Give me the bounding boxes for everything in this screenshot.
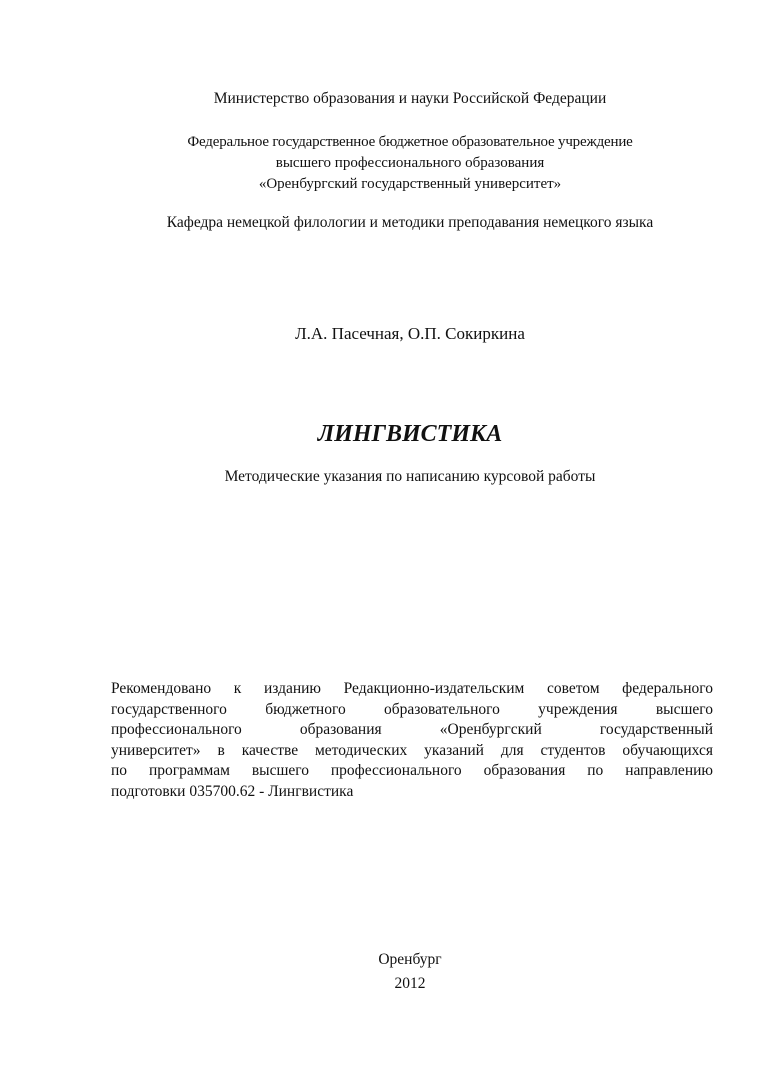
institution-line: Федеральное государственное бюджетное образовательное учреждение [187,134,633,150]
recommendation-line: профессионального образования «Оренбургский государственный [111,721,713,738]
document-title: ЛИНГВИСТИКА [317,421,503,447]
department-line: Кафедра немецкой филологии и методики преподавания немецкого языка [166,214,654,231]
recommendation-line: подготовки 035700.62 - Лингвистика [111,782,354,800]
authors: Л.А. Пасечная, О.П. Сокиркина [295,324,525,343]
recommendation-line: по программам высшего профессионального образования по направлению [111,762,713,779]
ministry-line: Министерство образования и науки Российской Федерации [213,90,607,107]
document-subtitle: Методические указания по написанию курсовой работы [224,468,596,485]
publication-city: Оренбург [378,951,442,968]
institution-line: высшего профессионального образования [275,155,545,171]
recommendation-paragraph [111,679,713,802]
publication-year: 2012 [394,975,426,992]
recommendation-line: Рекомендовано к изданию Редакционно-издательским советом федерального [111,680,713,697]
recommendation-line: государственного бюджетного образовательного учреждения высшего [111,700,713,718]
university-name: «Оренбургский государственный университет» [258,176,562,192]
recommendation-line: университет» в качестве методических указаний для студентов обучающихся [111,741,713,759]
